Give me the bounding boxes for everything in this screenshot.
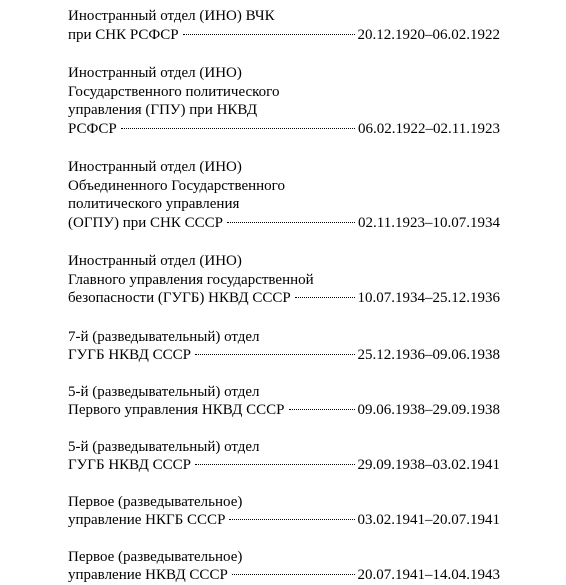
entry-line: Иностранный отдел (ИНО) ВЧК	[68, 8, 275, 24]
dot-leader	[229, 519, 354, 520]
entry-label: (ОГПУ) при СНК СССР	[68, 214, 223, 231]
timeline-entry-4	[68, 252, 500, 308]
entry-line: 7-й (разведывательный) отдел	[68, 328, 260, 345]
entry-line: Объединенного Государственного	[68, 177, 285, 194]
date-range: 06.02.1922–02.11.1923	[358, 120, 500, 137]
entry-last-line	[68, 346, 500, 365]
date-range: 03.02.1941–20.07.1941	[357, 512, 500, 528]
timeline-entry-2	[68, 64, 500, 138]
date-range: 20.12.1920–06.02.1922	[357, 26, 500, 43]
entry-last-line	[68, 511, 500, 530]
timeline-entry-1	[68, 7, 500, 44]
entry-line: Иностранный отдел (ИНО)	[68, 159, 242, 175]
date-range: 25.12.1936–09.06.1938	[357, 347, 500, 363]
entry-last-line	[68, 566, 500, 585]
timeline-entry-8	[68, 493, 500, 530]
entry-line: Иностранный отдел (ИНО)	[68, 253, 242, 269]
dot-leader	[121, 128, 355, 129]
entry-line: Главного управления государственной	[68, 271, 314, 288]
date-range: 10.07.1934–25.12.1936	[357, 290, 500, 306]
date-range: 20.07.1941–14.04.1943	[357, 567, 500, 583]
entry-line: Государственного политического	[68, 83, 280, 100]
entry-label: при СНК РСФСР	[68, 26, 179, 43]
entry-last-line	[68, 289, 500, 308]
entry-line: 5-й (разведывательный) отдел	[68, 383, 260, 400]
entry-line: 5-й (разведывательный) отдел	[68, 438, 260, 455]
entry-line: управления (ГПУ) при НКВД	[68, 102, 258, 118]
entry-last-line	[68, 120, 500, 139]
dot-leader	[295, 297, 355, 298]
date-range: 29.09.1938–03.02.1941	[357, 457, 500, 473]
date-range: 02.11.1923–10.07.1934	[358, 214, 500, 231]
entry-label: безопасности (ГУГБ) НКВД СССР	[68, 290, 291, 306]
dot-leader	[232, 574, 355, 575]
entry-label: РСФСР	[68, 120, 117, 137]
organization-timeline	[68, 7, 500, 585]
dot-leader	[195, 354, 355, 355]
dot-leader	[227, 222, 355, 223]
timeline-entry-6	[68, 383, 500, 420]
entry-last-line	[68, 26, 500, 45]
entry-line: Первое (разведывательное)	[68, 493, 243, 510]
entry-label: ГУГБ НКВД СССР	[68, 457, 191, 473]
entry-label: управление НКГБ СССР	[68, 512, 226, 528]
dot-leader	[183, 34, 355, 35]
entry-line: Иностранный отдел (ИНО)	[68, 65, 242, 81]
entry-line: Первое (разведывательное)	[68, 548, 243, 565]
date-range: 09.06.1938–29.09.1938	[357, 402, 500, 418]
entry-line: политического управления	[68, 196, 240, 212]
entry-last-line	[68, 456, 500, 475]
timeline-entry-7	[68, 438, 500, 475]
timeline-entry-9	[68, 548, 500, 585]
entry-label: управление НКВД СССР	[68, 567, 228, 583]
dot-leader	[289, 409, 355, 410]
dot-leader	[195, 464, 355, 465]
timeline-entry-3	[68, 158, 500, 232]
timeline-entry-5	[68, 328, 500, 365]
entry-last-line	[68, 401, 500, 420]
entry-label: Первого управления НКВД СССР	[68, 402, 285, 418]
entry-label: ГУГБ НКВД СССР	[68, 347, 191, 363]
entry-last-line	[68, 214, 500, 233]
